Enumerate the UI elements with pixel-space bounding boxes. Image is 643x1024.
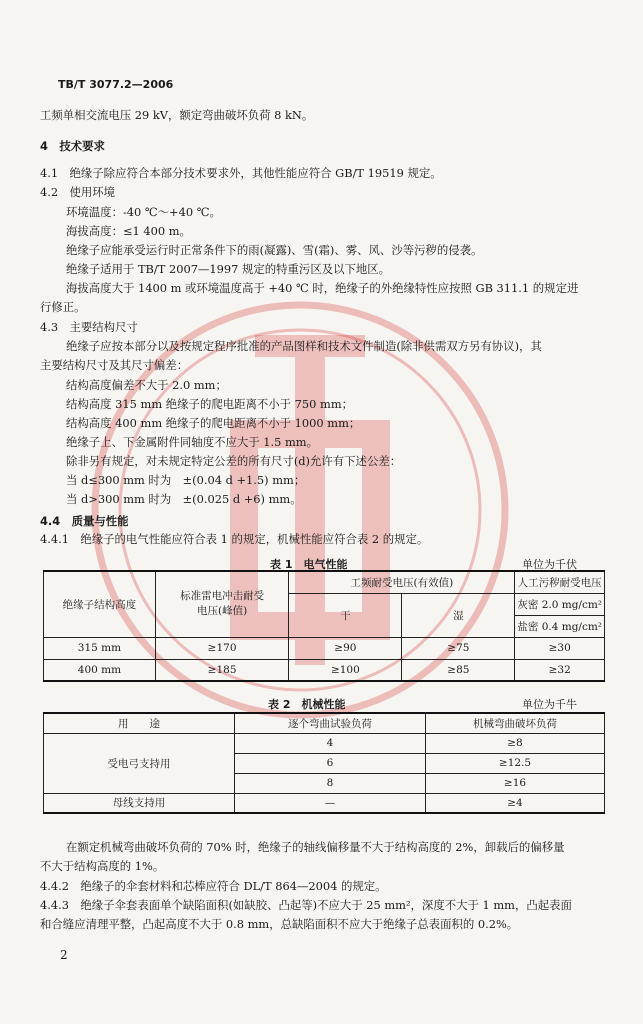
t2-r1-break: ≥8 — [426, 733, 605, 753]
page-number: 2 — [60, 948, 68, 962]
table-row — [44, 637, 605, 659]
t1-r2-pollution: ≥32 — [515, 659, 605, 681]
env-temp: 环境温度：-40 ℃～+40 ℃。 — [66, 205, 221, 219]
t1-r2-dry: ≥100 — [289, 659, 402, 681]
table2-unit: 单位为千牛 — [522, 698, 577, 711]
t1-h-ash: 盐密 0.4 mg/cm² — [515, 615, 605, 637]
section-4-1: 4.1 绝缘子除应符合本部分技术要求外，其他性能应符合 GB/T 19519 规定。 — [40, 166, 442, 180]
section-4-4-3-line-2: 和合缝应清理平整，凸起高度不大于 0.8 mm，总缺陷面积不应大于绝缘子总表面积的 0.2%。 — [40, 917, 519, 931]
t1-h-wet: 湿 — [402, 593, 515, 637]
t2-use-pantograph: 受电弓支持用 — [44, 733, 235, 793]
t2-r1-test: 4 — [235, 733, 426, 753]
dim-line-3: 结构高度偏差不大于 2.0 mm； — [66, 378, 227, 392]
t2-r2-break: ≥12.5 — [426, 753, 605, 773]
table-row — [44, 733, 605, 753]
t1-r2-height: 400 mm — [44, 659, 156, 681]
t2-r4-test: — — [235, 793, 426, 813]
dim-line-7: 除非另有规定，对未规定特定公差的所有尺寸(d)允许有下述公差： — [66, 454, 402, 468]
t1-r2-lightning: ≥185 — [155, 659, 288, 681]
dim-line-4: 结构高度 315 mm 绝缘子的爬电距离不小于 750 mm； — [66, 397, 354, 411]
dim-line-2: 主要结构尺寸及其尺寸偏差： — [40, 358, 189, 372]
table-row — [44, 659, 605, 681]
t1-r1-height: 315 mm — [44, 637, 156, 659]
section-4-4-1: 4.4.1 绝缘子的电气性能应符合表 1 的规定，机械性能应符合表 2 的规定。 — [40, 532, 429, 546]
dim-line-9: 当 d>300 mm 时为 ±(0.025 d +6) mm。 — [66, 492, 302, 506]
table2-caption: 表 2 机械性能 — [268, 698, 346, 711]
section-4-title: 4 技术要求 — [40, 139, 105, 153]
t1-h-lightning: 标准雷电冲击耐受 电压(峰值) — [155, 571, 288, 637]
env-pollution: 绝缘子适用于 TB/T 2007—1997 规定的特重污区及以下地区。 — [66, 262, 391, 276]
doc-code: TB/T 3077.2—2006 — [58, 78, 174, 91]
env-correction-cont: 行修正。 — [40, 300, 86, 314]
t1-r2-wet: ≥85 — [402, 659, 515, 681]
section-4-4-3-line-1: 4.4.3 绝缘子伞套表面单个缺陷面积(如缺胶、凸起等)不应大于 25 mm²，深度不大于 1 mm，凸起表面 — [40, 898, 572, 912]
section-4-3-title: 4.3 主要结构尺寸 — [40, 320, 138, 334]
env-altitude: 海拔高度：≤1 400 m。 — [66, 224, 191, 238]
t2-use-busbar: 母线支持用 — [44, 793, 235, 813]
t2-r3-break: ≥16 — [426, 773, 605, 793]
dim-line-5: 结构高度 400 mm 绝缘子的爬电距离不小于 1000 mm； — [66, 416, 361, 430]
section-4-4-title: 4.4 质量与性能 — [40, 514, 129, 528]
section-4-2-title: 4.2 使用环境 — [40, 185, 116, 199]
t1-h-power: 工频耐受电压(有效值) — [289, 571, 515, 593]
table1-caption: 表 1 电气性能 — [270, 558, 348, 571]
t2-r2-test: 6 — [235, 753, 426, 773]
t1-r1-lightning: ≥170 — [155, 637, 288, 659]
t1-h-salt: 灰密 2.0 mg/cm² — [515, 593, 605, 615]
table1 — [43, 570, 605, 682]
env-correction: 海拔高度大于 1400 m 或环境温度高于 +40 ℃ 时，绝缘子的外绝缘特性应按照 GB 311.1 的规定进 — [66, 281, 579, 295]
t1-r1-wet: ≥75 — [402, 637, 515, 659]
t2-h-use: 用 途 — [44, 713, 235, 733]
table1-unit: 单位为千伏 — [522, 558, 577, 571]
after-table-line-1: 在额定机械弯曲破坏负荷的 70% 时，绝缘子的轴线偏移量不大于结构高度的 2%，卸载后的偏移量 — [66, 840, 565, 854]
t2-r4-break: ≥4 — [426, 793, 605, 813]
t1-h-height: 绝缘子结构高度 — [44, 571, 156, 637]
env-weather: 绝缘子应能承受运行时正常条件下的雨(凝露)、雪(霜)、雾、风、沙等污秽的侵袭。 — [66, 243, 483, 257]
section-4-4-2: 4.4.2 绝缘子的伞套材料和芯棒应符合 DL/T 864—2004 的规定。 — [40, 879, 387, 893]
t1-r1-pollution: ≥30 — [515, 637, 605, 659]
intro-line: 工频单相交流电压 29 kV，额定弯曲破坏负荷 8 kN。 — [40, 108, 314, 122]
table-row — [44, 793, 605, 813]
dim-line-8: 当 d≤300 mm 时为 ±(0.04 d +1.5) mm； — [66, 473, 306, 487]
t2-h-test: 逐个弯曲试验负荷 — [235, 713, 426, 733]
t2-r3-test: 8 — [235, 773, 426, 793]
table2 — [43, 712, 605, 814]
t1-h-pollution: 人工污秽耐受电压 — [515, 571, 605, 593]
t2-h-break: 机械弯曲破坏负荷 — [426, 713, 605, 733]
after-table-line-2: 不大于结构高度的 1%。 — [40, 859, 165, 873]
t1-h-dry: 干 — [289, 593, 402, 637]
t1-r1-dry: ≥90 — [289, 637, 402, 659]
dim-line-6: 绝缘子上、下金属附件同轴度不应大于 1.5 mm。 — [66, 435, 318, 449]
dim-line-1: 绝缘子应按本部分以及按规定程序批准的产品图样和技术文件制造(除非供需双方另有协议)，其 — [66, 339, 542, 353]
